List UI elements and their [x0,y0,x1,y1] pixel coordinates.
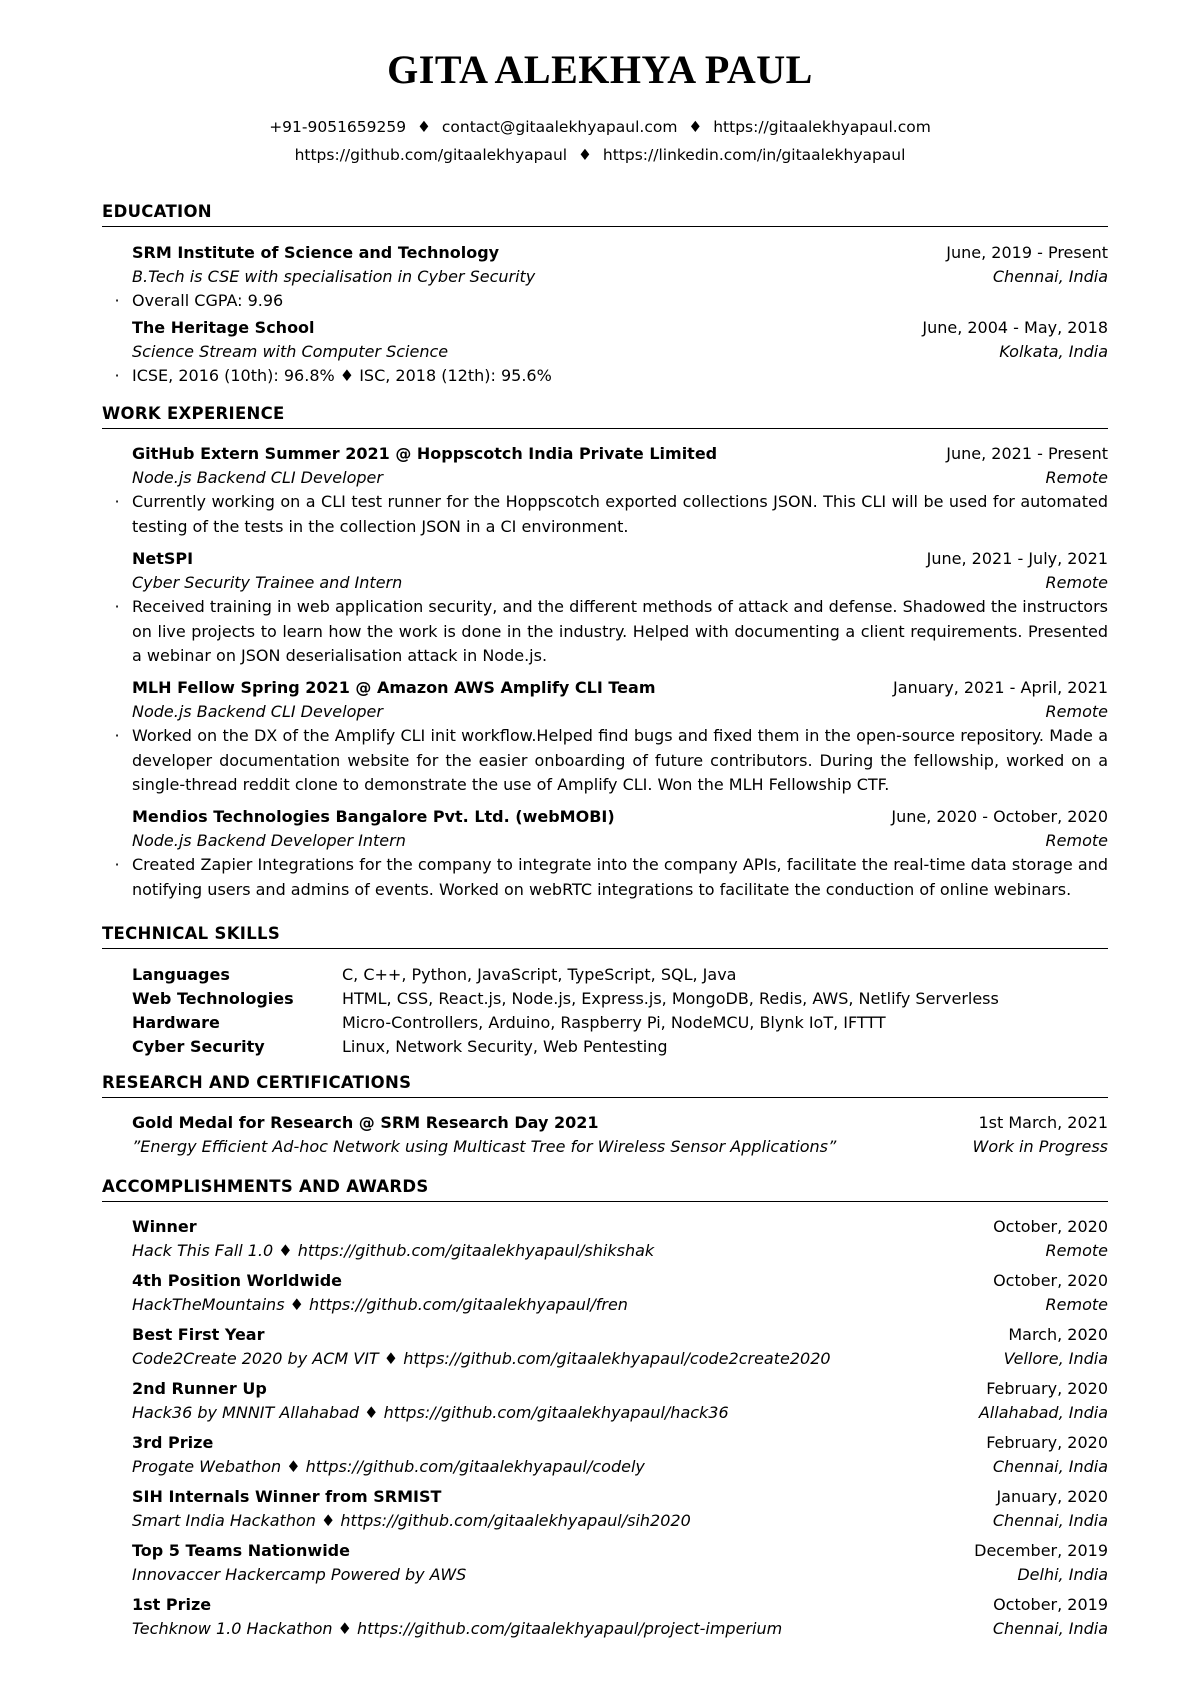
organization: GitHub Extern Summer 2021 @ Hoppscotch India Private Limited [132,444,718,463]
work-entry [114,805,1108,902]
award-title: Best First Year [132,1325,265,1344]
skill-category: Languages [132,965,230,984]
research-title: Gold Medal for Research @ SRM Research Day 2021 [132,1113,599,1132]
date: 1st March, 2021 [978,1113,1108,1132]
skill-category: Hardware [132,1013,220,1032]
award-entry [132,1431,1108,1479]
section-title: WORK EXPERIENCE [102,404,285,423]
date: October, 2019 [993,1595,1108,1614]
degree: Science Stream with Computer Science [132,342,449,361]
date-range: June, 2021 - July, 2021 [926,549,1108,568]
website-link[interactable]: https://gitaalekhyapaul.com [713,118,931,136]
award-entry [132,1485,1108,1533]
work-section [102,404,1108,429]
work-entry [114,676,1108,798]
section-divider [102,1201,1108,1202]
skill-category: Cyber Security [132,1037,265,1056]
location: Chennai, India [992,1511,1108,1530]
skill-values: HTML, CSS, React.js, Node.js, Express.js, MongoDB, Redis, AWS, Netlify Serverless [342,989,999,1008]
location: Remote [1045,468,1108,487]
location: Chennai, India [992,267,1108,286]
bullet-dot-icon: · [114,855,120,874]
section-title: RESEARCH AND CERTIFICATIONS [102,1073,412,1092]
bullet-dot-icon: · [114,366,120,385]
location: Remote [1045,702,1108,721]
award-title: Winner [132,1217,197,1236]
skill-row [132,963,1108,987]
research-section [102,1073,1108,1098]
award-event: Hack36 by MNNIT Allahabad ♦ https://github.com/gitaalekhyapaul/hack36 [132,1403,729,1422]
research-subtitle: ”Energy Efficient Ad-hoc Network using Multicast Tree for Wireless Sensor Applications” [132,1137,837,1156]
role: Node.js Backend Developer Intern [132,831,406,850]
separator-diamond: ♦ [578,146,592,164]
bullet-dot-icon: · [114,726,120,745]
location: Kolkata, India [999,342,1108,361]
education-entry [114,316,1108,389]
organization: Mendios Technologies Bangalore Pvt. Ltd. (webMOBI) [132,807,615,826]
contact-line-2 [0,146,1200,164]
status: Work in Progress [972,1137,1108,1156]
award-title: 1st Prize [132,1595,212,1614]
organization: NetSPI [132,549,194,568]
location: Chennai, India [992,1619,1108,1638]
location: Allahabad, India [978,1403,1108,1422]
award-event: Hack This Fall 1.0 ♦ https://github.com/gitaalekhyapaul/shikshak [132,1241,655,1260]
award-entry [132,1593,1108,1641]
github-link[interactable]: https://github.com/gitaalekhyapaul [294,146,568,164]
date: January, 2020 [996,1487,1108,1506]
bullet-item: · Overall CGPA: 9.96 [132,289,1108,314]
degree: B.Tech is CSE with specialisation in Cyber Security [132,267,536,286]
award-event: Innovaccer Hackercamp Powered by AWS [132,1565,467,1584]
award-title: Top 5 Teams Nationwide [132,1541,350,1560]
institution: The Heritage School [132,318,315,337]
award-event: Code2Create 2020 by ACM VIT ♦ https://github.com/gitaalekhyapaul/code2create2020 [132,1349,831,1368]
section-title: ACCOMPLISHMENTS AND AWARDS [102,1177,429,1196]
location: Remote [1045,1241,1108,1260]
location: Delhi, India [1017,1565,1108,1584]
date-range: June, 2020 - October, 2020 [891,807,1108,826]
award-event: Smart India Hackathon ♦ https://github.com/gitaalekhyapaul/sih2020 [132,1511,691,1530]
award-entry [132,1539,1108,1587]
organization: MLH Fellow Spring 2021 @ Amazon AWS Amplify CLI Team [132,678,656,697]
candidate-name: GITA ALEKHYA PAUL [387,47,813,92]
bullet-dot-icon: · [114,492,120,511]
section-title: EDUCATION [102,202,212,221]
award-entry [132,1377,1108,1425]
skill-category: Web Technologies [132,989,294,1008]
bullet-item: · Worked on the DX of the Amplify CLI init workflow.Helped find bugs and fixed them in the open-source repository. Made a developer documentation website for the easier onboarding of future contributors. During the fellowship, worked on a single-thread reddit clone to demonstrate the use of Amplify CLI. Won the MLH Fellowship CTF. [132,724,1108,798]
bullet-item: · ICSE, 2016 (10th): 96.8% ♦ ISC, 2018 (12th): 95.6% [132,364,1108,389]
skills-table [132,963,1108,1059]
location: Vellore, India [1003,1349,1108,1368]
skill-row [132,987,1108,1011]
role: Node.js Backend CLI Developer [132,468,383,487]
section-divider [102,428,1108,429]
location: Remote [1045,831,1108,850]
skill-row [132,1011,1108,1035]
role: Node.js Backend CLI Developer [132,702,383,721]
location: Remote [1045,573,1108,592]
date-range: January, 2021 - April, 2021 [893,678,1108,697]
date: October, 2020 [993,1271,1108,1290]
separator-diamond: ♦ [417,118,431,136]
bullet-item: · Created Zapier Integrations for the company to integrate into the company APIs, facilitate the real-time data storage and notifying users and admins of events. Worked on webRTC integrations to facilitate the conduction of online webinars. [132,853,1108,902]
education-section [102,202,1108,227]
skill-values: C, C++, Python, JavaScript, TypeScript, SQL, Java [342,965,737,984]
award-title: SIH Internals Winner from SRMIST [132,1487,442,1506]
date: February, 2020 [986,1379,1108,1398]
location: Remote [1045,1295,1108,1314]
skills-section [102,924,1108,949]
bullet-dot-icon: · [114,291,120,310]
institution: SRM Institute of Science and Technology [132,243,500,262]
award-event: Progate Webathon ♦ https://github.com/gitaalekhyapaul/codely [132,1457,645,1476]
award-title: 2nd Runner Up [132,1379,267,1398]
work-entry [114,442,1108,539]
research-entry [132,1111,1108,1159]
education-entry [114,241,1108,314]
role: Cyber Security Trainee and Intern [132,573,403,592]
skill-row [132,1035,1108,1059]
award-entry [132,1215,1108,1263]
bullet-item: · Received training in web application security, and the different methods of attack and defense. Shadowed the instructors on live projects to learn how the work is done in the industry. Helped with documenting a client requirements. Presented a webinar on JSON deserialisation attack in Node.js. [132,595,1108,669]
linkedin-link[interactable]: https://linkedin.com/in/gitaalekhyapaul [602,146,906,164]
date-range: June, 2021 - Present [946,444,1108,463]
date: October, 2020 [993,1217,1108,1236]
date: February, 2020 [986,1433,1108,1452]
date: March, 2020 [1008,1325,1108,1344]
phone-number: +91-9051659259 [269,118,407,136]
award-event: Techknow 1.0 Hackathon ♦ https://github.com/gitaalekhyapaul/project-imperium [132,1619,783,1638]
skill-values: Linux, Network Security, Web Pentesting [342,1037,668,1056]
award-entry [132,1269,1108,1317]
date-range: June, 2019 - Present [946,243,1108,262]
email-link[interactable]: contact@gitaalekhyapaul.com [441,118,678,136]
date: December, 2019 [974,1541,1108,1560]
separator-diamond: ♦ [688,118,703,136]
award-title: 4th Position Worldwide [132,1271,343,1290]
work-entry [114,547,1108,669]
skill-values: Micro-Controllers, Arduino, Raspberry Pi, NodeMCU, Blynk IoT, IFTTT [342,1013,886,1032]
section-title: TECHNICAL SKILLS [102,924,281,943]
contact-line-1 [0,118,1200,136]
date-range: June, 2004 - May, 2018 [922,318,1108,337]
award-entry [132,1323,1108,1371]
bullet-dot-icon: · [114,597,120,616]
awards-section [102,1177,1108,1202]
section-divider [102,1097,1108,1098]
section-divider [102,948,1108,949]
award-title: 3rd Prize [132,1433,214,1452]
bullet-item: · Currently working on a CLI test runner for the Hoppscotch exported collections JSON. This CLI will be used for automated testing of the tests in the collection JSON in a CI environment. [132,490,1108,539]
award-event: HackTheMountains ♦ https://github.com/gitaalekhyapaul/fren [132,1295,628,1314]
location: Chennai, India [992,1457,1108,1476]
section-divider [102,226,1108,227]
